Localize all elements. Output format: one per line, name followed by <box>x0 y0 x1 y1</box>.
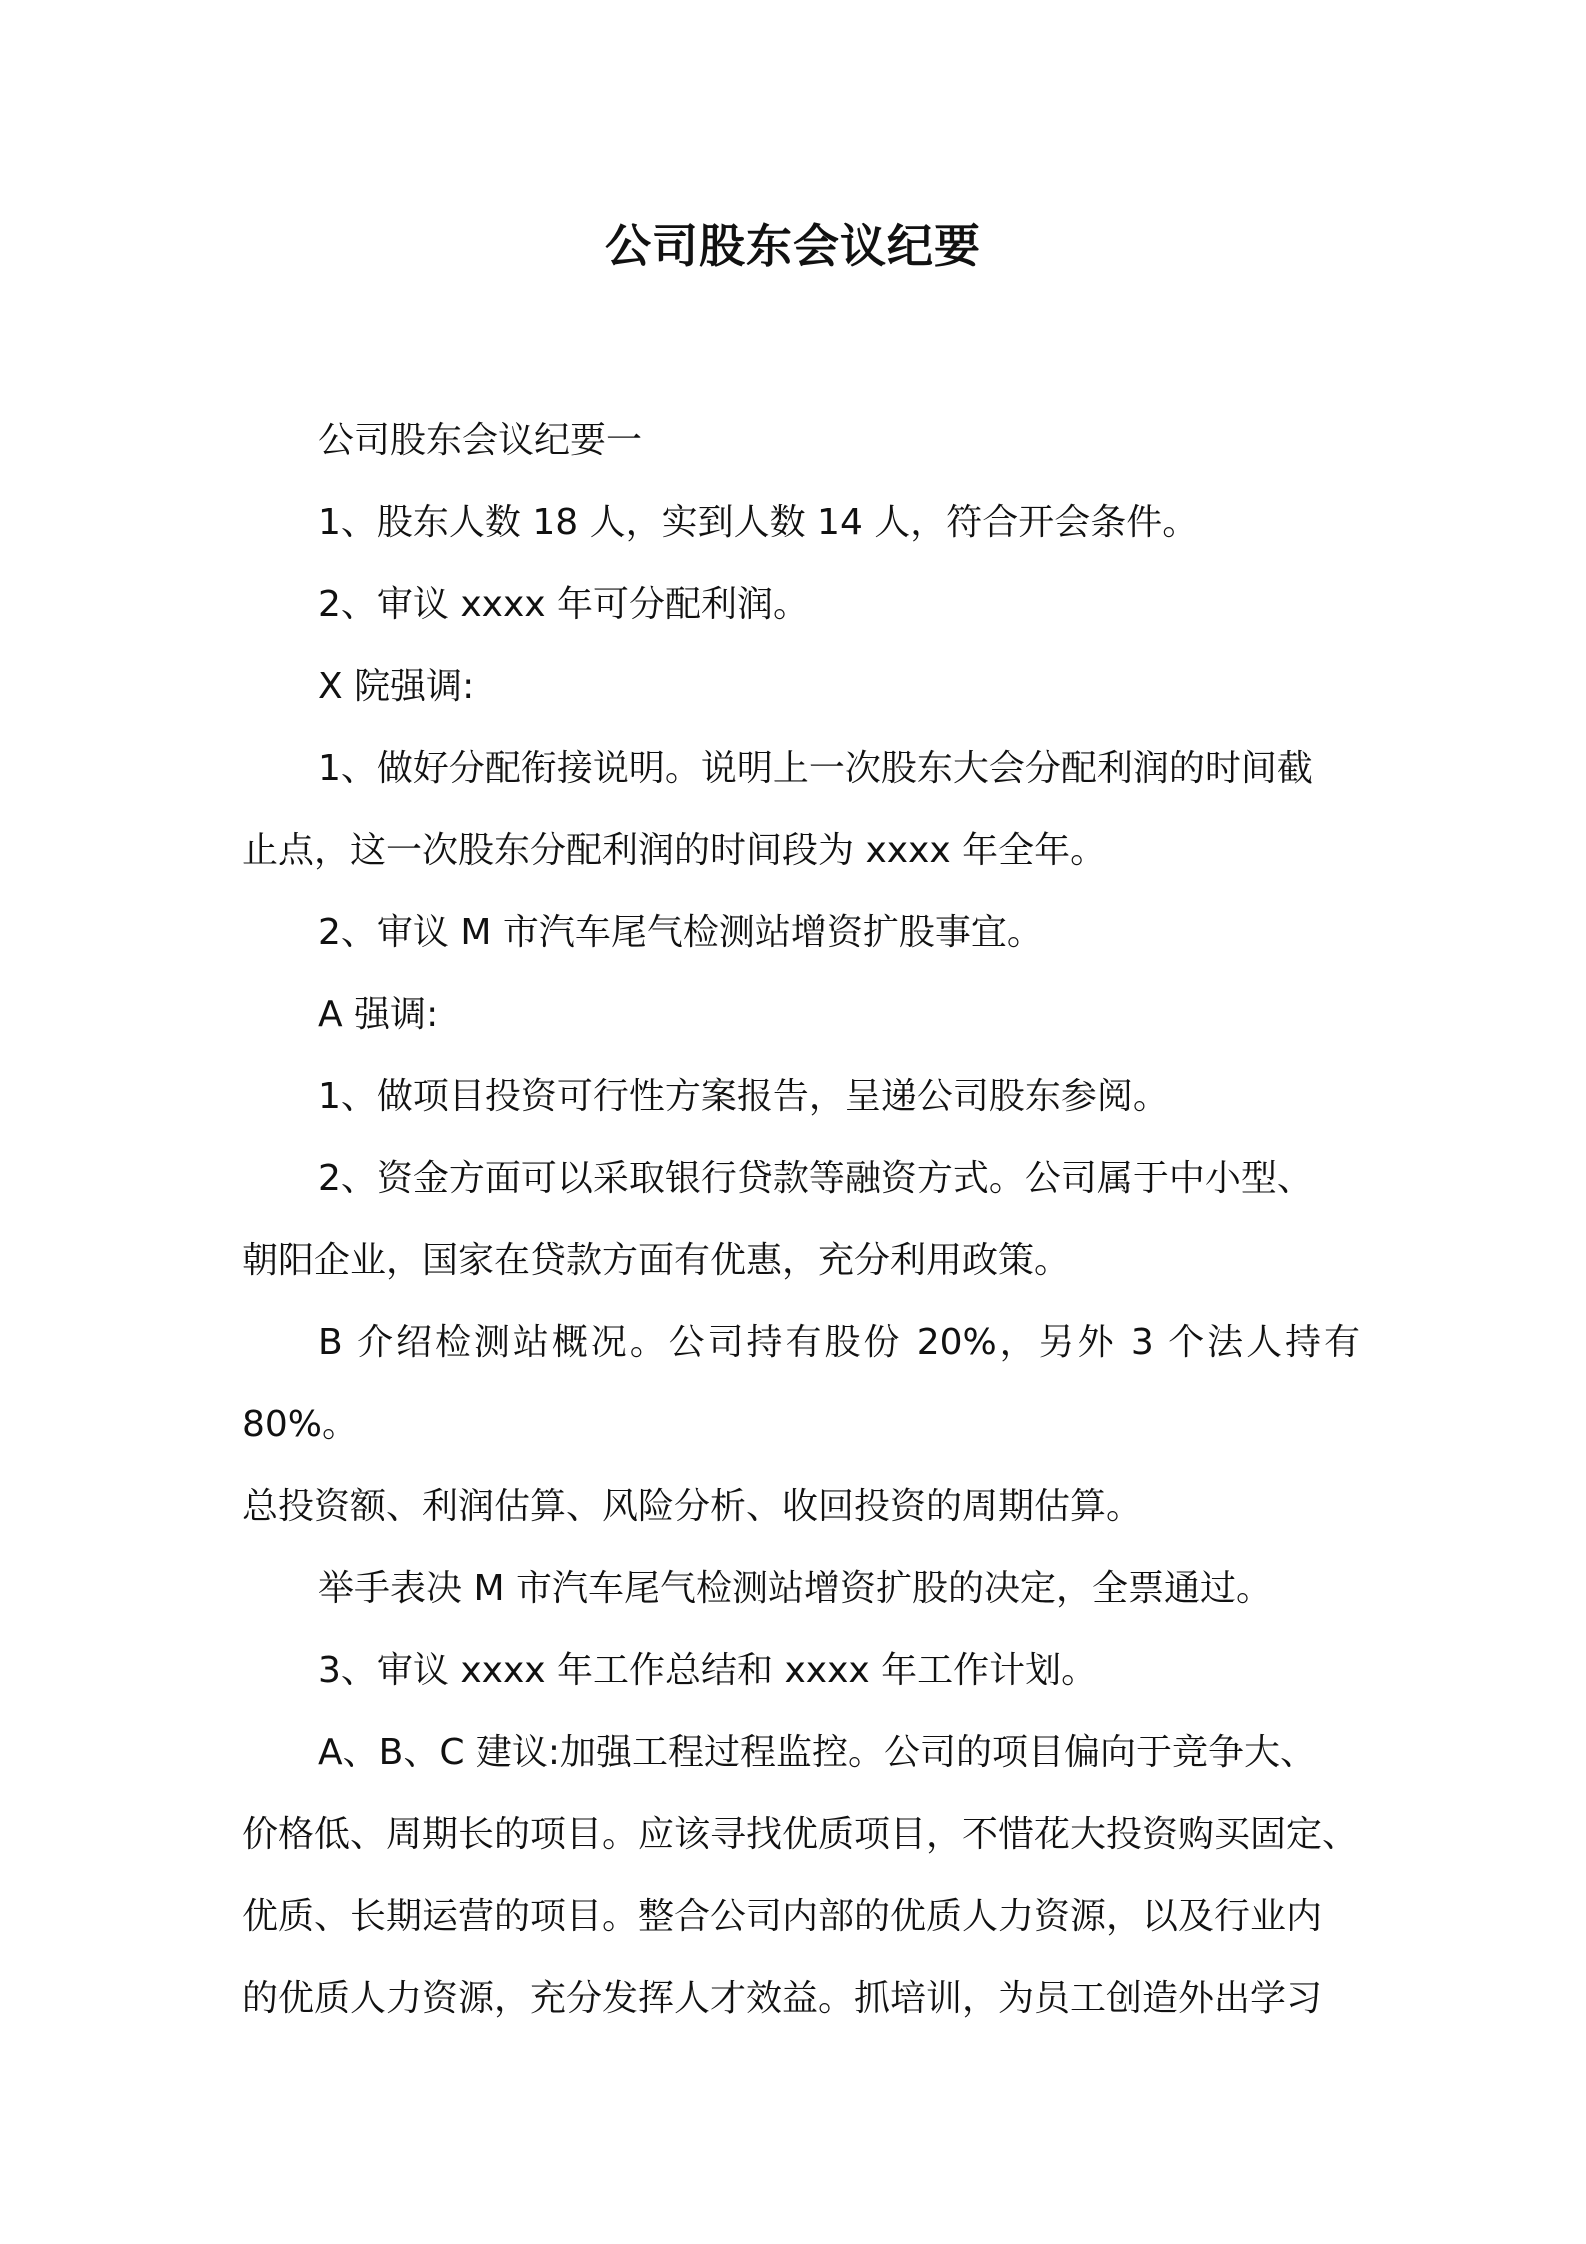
paragraph-line: 1、做好分配衔接说明。说明上一次股东大会分配利润的时间截 <box>318 748 1313 789</box>
paragraph-11 <box>242 1548 1360 1630</box>
paragraph-line: 总投资额、利润估算、风险分析、收回投资的周期估算。 <box>242 1486 1143 1527</box>
paragraph-line: X 院强调: <box>318 666 475 707</box>
paragraph-line: 价格低、周期长的项目。应该寻找优质项目，不惜花大投资购买固定、 <box>242 1814 1359 1855</box>
paragraph-line: 1、做项目投资可行性方案报告，呈递公司股东参阅。 <box>318 1076 1169 1117</box>
paragraph-4 <box>242 646 1360 728</box>
document-body <box>242 400 1360 2040</box>
paragraph-13 <box>242 1712 1360 2040</box>
paragraph-3 <box>242 564 1360 646</box>
paragraph-line: 2、资金方面可以采取银行贷款等融资方式。公司属于中小型、 <box>318 1158 1313 1199</box>
paragraph-7 <box>242 974 1360 1056</box>
paragraph-line: 优质、长期运营的项目。整合公司内部的优质人力资源，以及行业内 <box>242 1896 1323 1937</box>
paragraph-line: 3、审议 xxxx 年工作总结和 xxxx 年工作计划。 <box>318 1650 1098 1691</box>
paragraph-line: 的优质人力资源，充分发挥人才效益。抓培训，为员工创造外出学习 <box>242 1978 1323 2019</box>
paragraph-6 <box>242 892 1360 974</box>
paragraph-line: 2、审议 M 市汽车尾气检测站增资扩股事宜。 <box>318 912 1043 953</box>
paragraph-1 <box>242 400 1360 482</box>
paragraph-5 <box>242 728 1360 892</box>
paragraph-12 <box>242 1630 1360 1712</box>
paragraph-line: 止点，这一次股东分配利润的时间段为 xxxx 年全年。 <box>242 830 1107 871</box>
paragraph-2 <box>242 482 1360 564</box>
paragraph-line: A 强调: <box>318 994 439 1035</box>
paragraph-line: 1、股东人数 18 人，实到人数 14 人，符合开会条件。 <box>318 502 1199 543</box>
paragraph-line: 举手表决 M 市汽车尾气检测站增资扩股的决定，全票通过。 <box>318 1568 1272 1609</box>
paragraph-line: A、B、C 建议:加强工程过程监控。公司的项目偏向于竞争大、 <box>318 1732 1317 1773</box>
document-title: 公司股东会议纪要 <box>605 219 981 273</box>
paragraph-10 <box>242 1302 1360 1548</box>
paragraph-9 <box>242 1138 1360 1302</box>
paragraph-line: 公司股东会议纪要一 <box>318 420 643 461</box>
paragraph-line: B 介绍检测站概况。公司持有股份 20%，另外 3 个法人持有 80%。 <box>242 1322 1360 1445</box>
paragraph-line: 2、审议 xxxx 年可分配利润。 <box>318 584 810 625</box>
paragraph-8 <box>242 1056 1360 1138</box>
paragraph-line: 朝阳企业，国家在贷款方面有优惠，充分利用政策。 <box>242 1240 1071 1281</box>
